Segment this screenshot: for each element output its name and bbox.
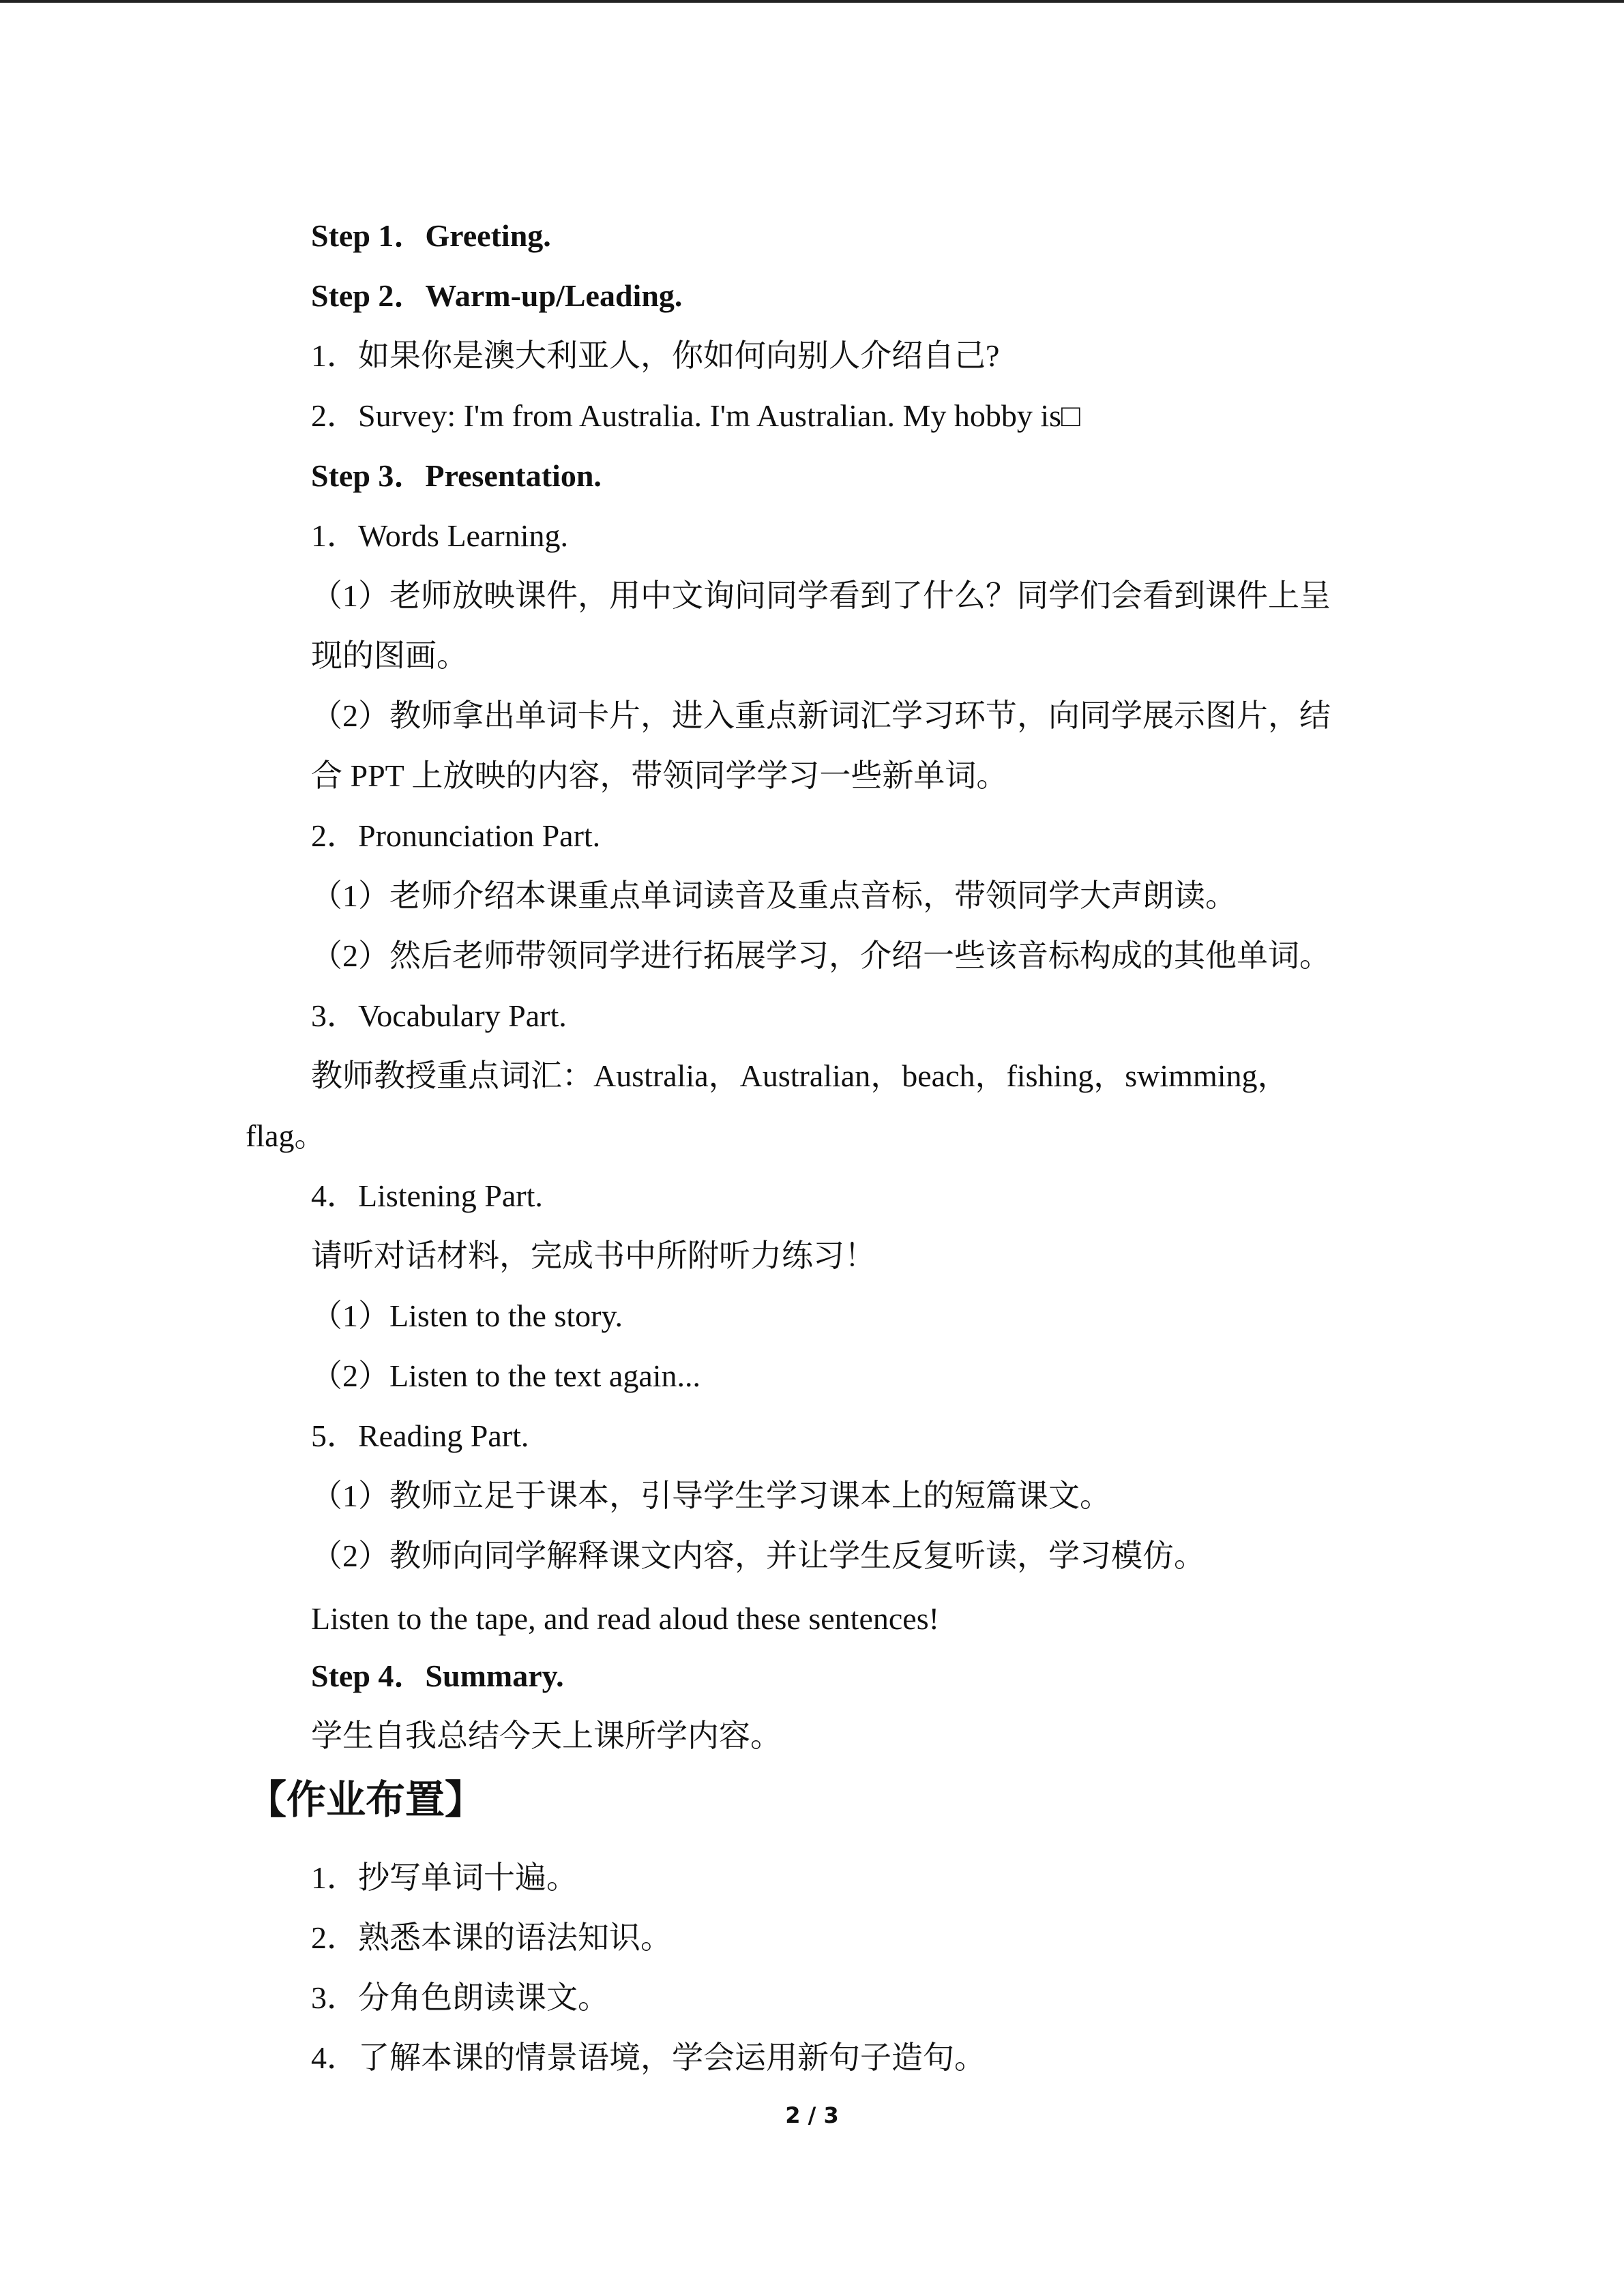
- homework-heading: 【作业布置】: [247, 1776, 485, 1823]
- text-line: （2）教师向同学解释课文内容，并让学生反复听读，学习模仿。: [311, 1538, 1205, 1573]
- text-line: 请听对话材料，完成书中所附听力练习！: [311, 1238, 876, 1273]
- page-number: 2 / 3: [785, 2102, 839, 2128]
- text-line: 2．Survey: I'm from Australia. I'm Australian. My hobby is□: [311, 398, 1080, 433]
- text-line: 教师教授重点词汇：Australia，Australian，beach，fishing，swimming，: [311, 1058, 1289, 1093]
- text-line: 1．如果你是澳大利亚人，你如何向别人介绍自己?: [311, 338, 1000, 373]
- text-line: Listen to the tape, and read aloud these sentences!: [311, 1601, 939, 1636]
- text-line: 1．Words Learning.: [311, 518, 568, 553]
- text-line: （2）教师拿出单词卡片，进入重点新词汇学习环节，向同学展示图片，结: [311, 698, 1331, 733]
- text-line: 2．Pronunciation Part.: [311, 818, 601, 853]
- text-line: （1）教师立足于课本，引导学生学习课本上的短篇课文。: [311, 1478, 1111, 1513]
- text-line: （1）老师放映课件，用中文询问同学看到了什么？同学们会看到课件上呈: [311, 578, 1331, 613]
- text-line: （2）Listen to the text again...: [311, 1358, 701, 1393]
- text-line: 5．Reading Part.: [311, 1418, 529, 1453]
- text-line: （1）Listen to the story.: [311, 1298, 623, 1333]
- text-line: 3．Vocabulary Part.: [311, 998, 567, 1033]
- step-1-heading: Step 1．Greeting.: [311, 218, 551, 253]
- homework-item: 1．抄写单词十遍。: [311, 1860, 578, 1895]
- homework-item: 2．熟悉本课的语法知识。: [311, 1920, 672, 1955]
- homework-item: 4．了解本课的情景语境，学会运用新句子造句。: [311, 2040, 986, 2075]
- text-line: （1）老师介绍本课重点单词读音及重点音标，带领同学大声朗读。: [311, 878, 1237, 913]
- text-line: 学生自我总结今天上课所学内容。: [311, 1718, 782, 1753]
- step-3-heading: Step 3．Presentation.: [311, 458, 602, 493]
- text-line: 4．Listening Part.: [311, 1178, 543, 1213]
- text-line: 合 PPT 上放映的内容，带领同学学习一些新单词。: [311, 758, 1008, 793]
- homework-item: 3．分角色朗读课文。: [311, 1980, 609, 2015]
- text-line: （2）然后老师带领同学进行拓展学习，介绍一些该音标构成的其他单词。: [311, 938, 1331, 973]
- text-line: flag。: [246, 1118, 326, 1153]
- text-line: 现的图画。: [311, 638, 468, 673]
- step-2-heading: Step 2．Warm-up/Leading.: [311, 278, 683, 313]
- step-4-heading: Step 4．Summary.: [311, 1658, 564, 1693]
